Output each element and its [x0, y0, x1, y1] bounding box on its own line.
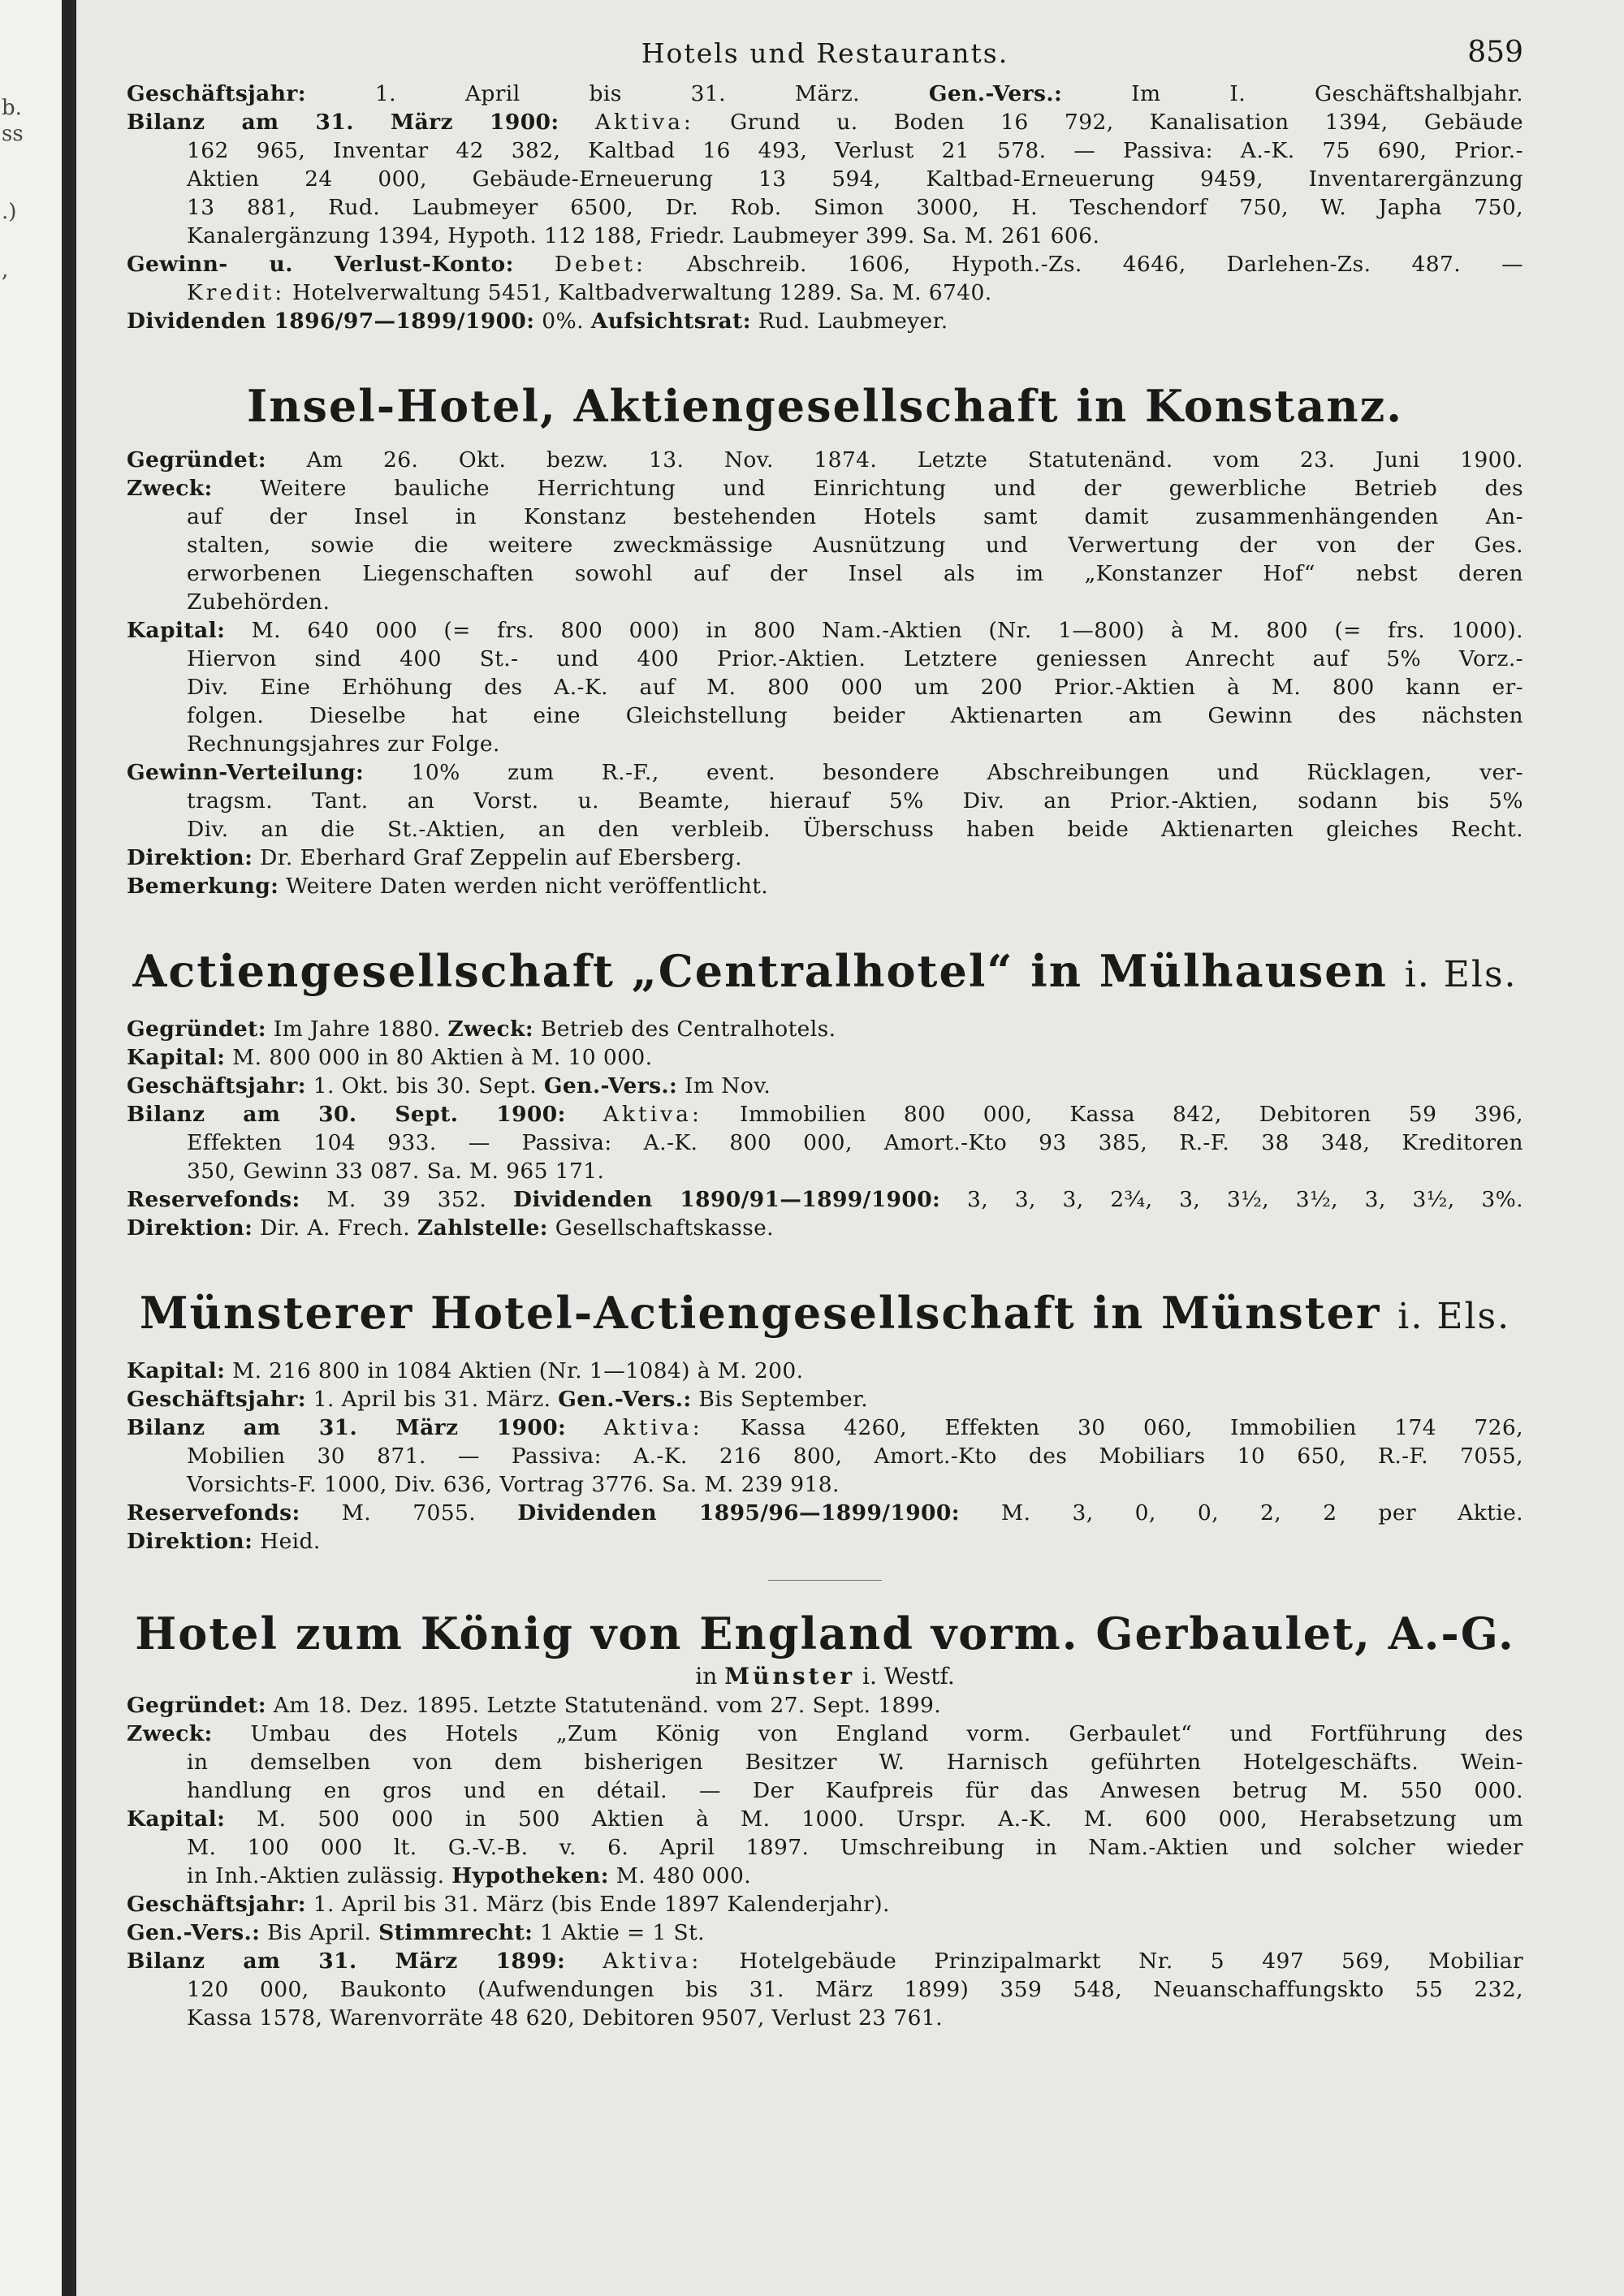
text-line: Direktion: Dir. A. Frech. Zahlstelle: Gesellschaftskasse. — [127, 1215, 774, 1241]
entry-heading: Münsterer Hotel-Actiengesellschaft in Münster i. Els. — [139, 1287, 1511, 1339]
page-number: 859 — [1467, 36, 1523, 69]
text-line: Geschäftsjahr: 1. April bis 31. März (bis Ende 1897 Kalenderjahr). — [127, 1892, 890, 1917]
text-line: in Inh.-Aktien zulässig. Hypotheken: M. 480 000. — [187, 1863, 752, 1888]
text-line: Kapital: M. 800 000 in 80 Aktien à M. 10 000. — [127, 1045, 653, 1070]
text-line: Gegründet: Am 18. Dez. 1895. Letzte Statutenänd. vom 27. Sept. 1899. — [127, 1693, 942, 1718]
text-line: stalten, sowie die weitere zweckmässige Ausnützung und Verwertung der von der Ges. — [187, 533, 1523, 558]
text-line: Kapital: M. 640 000 (= frs. 800 000) in 800 Nam.-Aktien (Nr. 1—800) à M. 800 (= frs. 1000). — [127, 618, 1523, 643]
text-line: Bemerkung: Weitere Daten werden nicht veröffentlicht. — [127, 874, 769, 899]
text-line: Bilanz am 31. März 1900: Aktiva: Kassa 4260, Effekten 30 060, Immobilien 174 726, — [127, 1415, 1523, 1440]
text-line: Aktien 24 000, Gebäude-Erneuerung 13 594, Kaltbad-Erneuerung 9459, Inventarergänzung — [187, 166, 1523, 192]
running-head — [127, 31, 1523, 80]
text-line: Bilanz am 31. März 1899: Aktiva: Hotelgebäude Prinzipalmarkt Nr. 5 497 569, Mobiliar — [127, 1949, 1523, 1974]
text-line: 162 965, Inventar 42 382, Kaltbad 16 493, Verlust 21 578. — Passiva: A.-K. 75 690, Prior.- — [187, 138, 1523, 163]
text-line: Zweck: Weitere bauliche Herrichtung und Einrichtung und der gewerbliche Betrieb des — [127, 476, 1523, 501]
book-page — [76, 0, 1624, 2296]
entry-heading: Hotel zum König von England vorm. Gerbaulet, A.-G. — [135, 1608, 1515, 1659]
page-content — [127, 31, 1523, 2032]
text-line: 350, Gewinn 33 087. Sa. M. 965 171. — [187, 1159, 605, 1184]
text-line: M. 100 000 lt. G.-V.-B. v. 6. April 1897. Umschreibung in Nam.-Aktien und solcher wieder — [187, 1835, 1523, 1860]
text-line: Direktion: Heid. — [127, 1529, 321, 1554]
margin-fragment: b. — [2, 96, 22, 120]
entry-koenig-von-england — [127, 1605, 1523, 2032]
text-line: Gewinn-Verteilung: 10% zum R.-F., event. besondere Abschreibungen und Rücklagen, ver- — [127, 760, 1523, 785]
text-line: Bilanz am 31. März 1900: Aktiva: Grund u. Boden 16 792, Kanalisation 1394, Gebäude — [127, 110, 1523, 135]
text-line: Kredit: Hotelverwaltung 5451, Kaltbadverwaltung 1289. Sa. M. 6740. — [187, 280, 992, 305]
text-line: Zweck: Umbau des Hotels „Zum König von England vorm. Gerbaulet“ und Fortführung des — [127, 1721, 1523, 1746]
text-line: Div. Eine Erhöhung des A.-K. auf M. 800 000 um 200 Prior.-Aktien à M. 800 kann er- — [187, 675, 1523, 700]
text-line: Kapital: M. 500 000 in 500 Aktien à M. 1000. Urspr. A.-K. M. 600 000, Herabsetzung um — [127, 1806, 1523, 1832]
text-line: Kassa 1578, Warenvorräte 48 620, Debitoren 9507, Verlust 23 761. — [187, 2005, 943, 2031]
text-line: Gegründet: Am 26. Okt. bezw. 13. Nov. 1874. Letzte Statutenänd. vom 23. Juni 1900. — [127, 447, 1523, 473]
text-line: Kanalergänzung 1394, Hypoth. 112 188, Friedr. Laubmeyer 399. Sa. M. 261 606. — [187, 223, 1100, 248]
text-line: Vorsichts-F. 1000, Div. 636, Vortrag 3776. Sa. M. 239 918. — [187, 1472, 840, 1497]
text-line: tragsm. Tant. an Vorst. u. Beamte, hierauf 5% Div. an Prior.-Aktien, sodann bis 5% — [187, 788, 1523, 814]
text-line: handlung en gros und en détail. — Der Kaufpreis für das Anwesen betrug M. 550 000. — [187, 1778, 1523, 1803]
entry-insel-hotel — [127, 378, 1523, 900]
text-line: Mobilien 30 871. — Passiva: A.-K. 216 800, Amort.-Kto des Mobiliars 10 650, R.-F. 7055, — [187, 1444, 1523, 1469]
text-line: Reservefonds: M. 39 352. Dividenden 1890/91—1899/1900: 3, 3, 3, 2¾, 3, 3½, 3½, 3, 3½, 3%. — [127, 1187, 1523, 1212]
text-line: Div. an die St.-Aktien, an den verbleib. Überschuss haben beide Aktienarten gleiches Recht. — [187, 817, 1523, 842]
margin-fragment: , — [2, 258, 9, 283]
adjacent-page-strip — [0, 0, 62, 2296]
entry-heading: Actiengesellschaft „Centralhotel“ in Mülhausen i. Els. — [132, 945, 1518, 997]
text-line: Effekten 104 933. — Passiva: A.-K. 800 000, Amort.-Kto 93 385, R.-F. 38 348, Kreditoren — [187, 1130, 1523, 1155]
text-line: Geschäftsjahr: 1. April bis 31. März. Gen.-Vers.: Bis September. — [127, 1387, 869, 1412]
text-line: Gen.-Vers.: Bis April. Stimmrecht: 1 Aktie = 1 St. — [127, 1920, 705, 1945]
entry-muensterer-hotel — [127, 1284, 1523, 1556]
margin-fragment: .) — [2, 200, 17, 224]
text-line: Rechnungsjahres zur Folge. — [187, 732, 500, 757]
text-line: Bilanz am 30. Sept. 1900: Aktiva: Immobilien 800 000, Kassa 842, Debitoren 59 396, — [127, 1102, 1524, 1127]
text-line: Kapital: M. 216 800 in 1084 Aktien (Nr. 1—1084) à M. 200. — [127, 1358, 804, 1383]
running-title: Hotels und Restaurants. — [641, 37, 1009, 69]
text-line: Reservefonds: M. 7055. Dividenden 1895/96—1899/1900: M. 3, 0, 0, 2, 2 per Aktie. — [127, 1500, 1523, 1526]
text-line: Gewinn- u. Verlust-Konto: Debet: Abschreib. 1606, Hypoth.-Zs. 4646, Darlehen-Zs. 487. — — [127, 252, 1523, 277]
text-line: folgen. Dieselbe hat eine Gleichstellung beider Aktienarten am Gewinn des nächsten — [187, 703, 1523, 728]
text-line: Hiervon sind 400 St.- und 400 Prior.-Aktien. Letztere geniessen Anrecht auf 5% Vorz.- — [187, 646, 1523, 671]
entry-subheading: in Münster i. Westf. — [695, 1663, 955, 1690]
text-line: 120 000, Baukonto (Aufwendungen bis 31. März 1899) 359 548, Neuanschaffungskto 55 232, — [187, 1977, 1523, 2002]
text-line: Geschäftsjahr: 1. April bis 31. März. Gen.-Vers.: Im I. Geschäftshalbjahr. — [127, 81, 1523, 106]
text-line: Geschäftsjahr: 1. Okt. bis 30. Sept. Gen.-Vers.: Im Nov. — [127, 1073, 771, 1098]
text-line: 13 881, Rud. Laubmeyer 6500, Dr. Rob. Simon 3000, H. Teschendorf 750, W. Japha 750, — [187, 195, 1523, 220]
book-gutter — [62, 0, 76, 2296]
margin-fragment: ss — [2, 122, 24, 146]
text-line: Zubehörden. — [187, 589, 330, 615]
entry-centralhotel — [127, 943, 1523, 1242]
text-line: in demselben von dem bisherigen Besitzer W. Harnisch geführten Hotelgeschäfts. Wein- — [187, 1750, 1523, 1775]
text-line: auf der Insel in Konstanz bestehenden Hotels samt damit zusammenhängenden An- — [187, 504, 1523, 529]
text-line: Direktion: Dr. Eberhard Graf Zeppelin auf Ebersberg. — [127, 845, 742, 870]
text-line: erworbenen Liegenschaften sowohl auf der Insel als im „Konstanzer Hof“ nebst deren — [187, 561, 1523, 586]
text-line: Dividenden 1896/97—1899/1900: 0%. Aufsichtsrat: Rud. Laubmeyer. — [127, 309, 948, 334]
text-line: Gegründet: Im Jahre 1880. Zweck: Betrieb des Centralhotels. — [127, 1016, 836, 1042]
entry-heading: Insel-Hotel, Aktiengesellschaft in Konstanz. — [246, 380, 1404, 432]
entry-continued — [127, 80, 1523, 335]
